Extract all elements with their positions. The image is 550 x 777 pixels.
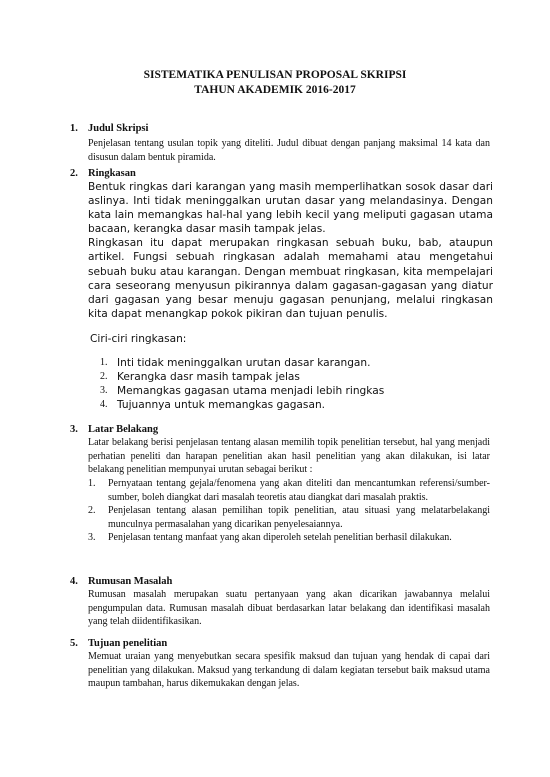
- section-body: [88, 180, 493, 321]
- section-number: 2.: [70, 168, 78, 179]
- list-item-number: 1.: [100, 357, 108, 368]
- latar-belakang-list: [88, 477, 490, 545]
- section-number: 3.: [70, 424, 78, 435]
- section-ringkasan: [70, 165, 493, 415]
- list-item: [100, 356, 480, 370]
- section-number: 5.: [70, 638, 78, 649]
- section-number: 4.: [70, 576, 78, 587]
- section-tujuan-penelitian: [70, 635, 490, 705]
- document-title-line1: SISTEMATIKA PENULISAN PROPOSAL SKRIPSI: [143, 69, 407, 81]
- list-item-text: Kerangka dasr masih tampak jelas: [117, 371, 300, 384]
- section-heading: Tujuan penelitian: [88, 638, 168, 649]
- list-item: [100, 370, 480, 384]
- section-heading: Judul Skripsi: [88, 123, 149, 134]
- list-item-number: 1.: [88, 478, 96, 489]
- list-item-text: Memangkas gagasan utama menjadi lebih ringkas: [117, 385, 385, 398]
- list-item: [88, 504, 490, 531]
- list-item-text: Pernyataan tentang gejala/fenomena yang akan diteliti dan mencantumkan referensi/sumber-sumber, boleh diangkat dari masalah teoretis atau diangkat dari masalah praktis.: [108, 478, 490, 503]
- list-item-number: 3.: [100, 385, 108, 397]
- list-item: [100, 384, 480, 398]
- document-title-line2: TAHUN AKADEMIK 2016-2017: [194, 84, 356, 96]
- section-heading: Rumusan Masalah: [88, 576, 173, 587]
- list-item-number: 3.: [88, 532, 96, 544]
- paragraph: Bentuk ringkas dari karangan yang masih memperlihatkan sosok dasar dari aslinya. Inti tidak meninggalkan urutan dasar yang melandasinya. Dengan kata lain memangkas hal-hal yang lebih kecil yang meliputi gagasan utama bacaan, kerangka dasar masih tampak jelas.: [88, 181, 493, 236]
- section-latar-belakang: [70, 421, 490, 571]
- ciri-ringkasan-list: [100, 356, 480, 412]
- section-rumusan-masalah: [70, 573, 490, 633]
- section-heading: Latar Belakang: [88, 424, 159, 435]
- list-item-number: 2.: [100, 371, 108, 383]
- section-body: Memuat uraian yang menyebutkan secara spesifik maksud dan tujuan yang hendak di capai dari penelitian yang dilakukan. Maksud yang terkandung di dalam kegiatan tersebut baik maksud utama maupun tambahan, harus dikemukakan dengan jelas.: [88, 651, 490, 690]
- section-body: Penjelasan tentang usulan topik yang diteliti. Judul dibuat dengan panjang maksimal 14 kata dan disusun dalam bentuk piramida.: [88, 138, 490, 163]
- list-item: [100, 398, 480, 412]
- list-item-text: Inti tidak meninggalkan urutan dasar karangan.: [117, 357, 371, 369]
- list-item: [88, 531, 490, 545]
- list-item-text: Tujuannya untuk memangkas gagasan.: [117, 399, 326, 412]
- section-number: 1.: [70, 123, 78, 134]
- list-intro: Ciri-ciri ringkasan:: [90, 333, 187, 345]
- section-body: Latar belakang berisi penjelasan tentang alasan memilih topik penelitian tersebut, hal yang menjadi perhatian peneliti dan harapan penelitian akan hasil penelitian yang akan dilakukan, isi latar belakang penelitian mempunyai urutan sebagai berikut :: [88, 437, 490, 476]
- paragraph: Ringkasan itu dapat merupakan ringkasan sebuah buku, bab, ataupun artikel. Fungsi sebuah ringkasan adalah memahami atau mengetahui sebuah buku atau karangan. Dengan membuat ringkasan, kita mempelajari cara seseorang menyusun pikirannya dalam gagasan-gagasan yang diatur dari gagasan yang besar menuju gagasan penunjang, melalui ringkasan kita dapat menangkap pokok pikiran dan tujuan penulis.: [88, 237, 493, 320]
- list-item-text: Penjelasan tentang alasan pemilihan topik penelitian, atau situasi yang melatarbelakangi munculnya permasalahan yang dicarikan penyelesaiannya.: [108, 505, 490, 530]
- list-item-text: Penjelasan tentang manfaat yang akan diperoleh setelah penelitian berhasil dilakukan.: [108, 532, 452, 544]
- section-judul-skripsi: [70, 120, 490, 163]
- list-item-number: 4.: [100, 399, 108, 411]
- section-body: Rumusan masalah merupakan suatu pertanyaan yang akan dicarikan jawabannya melalui pengumpulan data. Rumusan masalah dibuat berdasarkan latar belakang dan identifikasi masalah yang telah diidentifikasikan.: [88, 589, 490, 628]
- list-item: [88, 477, 490, 504]
- section-heading: Ringkasan: [88, 168, 136, 179]
- list-item-number: 2.: [88, 505, 96, 517]
